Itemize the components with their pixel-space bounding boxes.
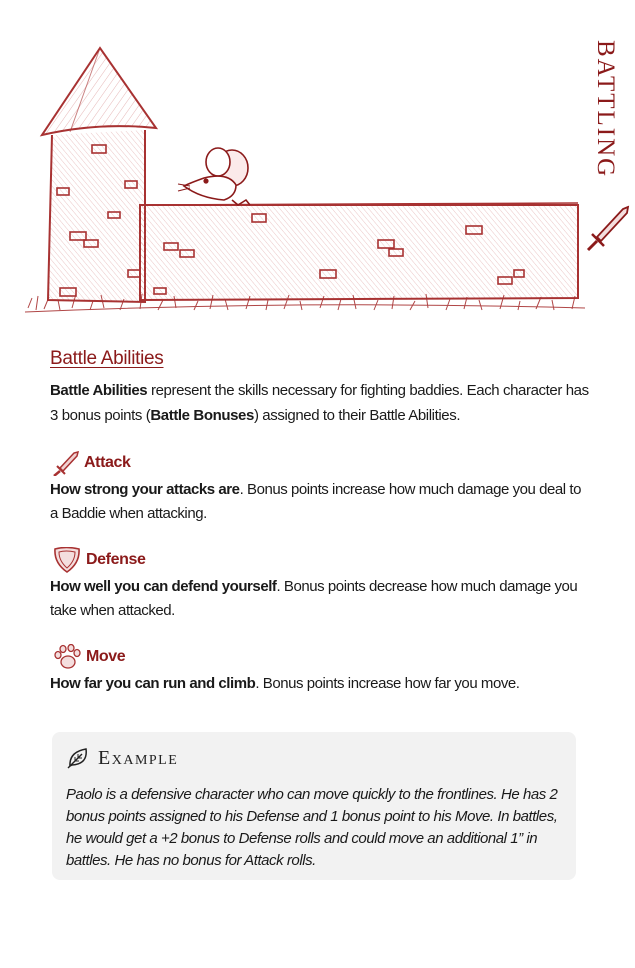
ability-description-bold: How well you can defend yourself xyxy=(50,578,277,595)
chapter-tab-label: BATTLING xyxy=(592,40,619,179)
ability-name: Attack xyxy=(84,454,131,471)
intro-text-1: represent the skills necessary for fighting baddies. Each character has 3 bonus points ( xyxy=(50,382,589,424)
ability-move xyxy=(50,644,590,696)
castle-wall-illustration xyxy=(0,0,635,340)
ability-description-bold: How strong your attacks are xyxy=(50,481,240,498)
example-text: Paolo is a defensive character who can move quickly to the frontlines. He has 2 bonus points assigned to his Defense and 1 bonus point to his Move. In battles, he would get a +2 bonus to Defense rolls and could move an additional 1” in battles. He has no bonus for Attack rolls. xyxy=(66,786,558,869)
ability-description-text: . Bonus points increase how much damage you deal to a Baddie when attacking. xyxy=(50,481,582,522)
example-title: Example xyxy=(98,746,179,769)
chapter-tab xyxy=(578,40,632,200)
ability-name: Defense xyxy=(86,551,146,568)
sword-icon xyxy=(50,450,82,476)
ability-description xyxy=(50,478,590,526)
shield-icon xyxy=(50,547,84,573)
intro-text-2: ) assigned to their Battle Abilities. xyxy=(253,407,461,424)
section-title: Battle Abilities xyxy=(50,348,164,369)
ability-description-text: . Bonus points decrease how much damage you take when attacked. xyxy=(50,578,578,619)
example-box xyxy=(52,732,576,880)
intro-term: Battle Abilities xyxy=(50,382,148,399)
ability-name: Move xyxy=(86,648,126,665)
ability-defense xyxy=(50,547,590,623)
intro-paragraph xyxy=(50,378,590,428)
ability-attack xyxy=(50,450,590,526)
ability-description xyxy=(50,575,590,623)
ability-description-text: . Bonus points increase how far you move. xyxy=(255,675,520,692)
intro-term-2: Battle Bonuses xyxy=(150,407,254,424)
sword-icon xyxy=(583,203,633,255)
paw-icon xyxy=(50,644,84,670)
ability-description xyxy=(50,672,590,696)
ability-description-bold: How far you can run and climb xyxy=(50,675,256,692)
leaf-icon xyxy=(66,746,90,770)
